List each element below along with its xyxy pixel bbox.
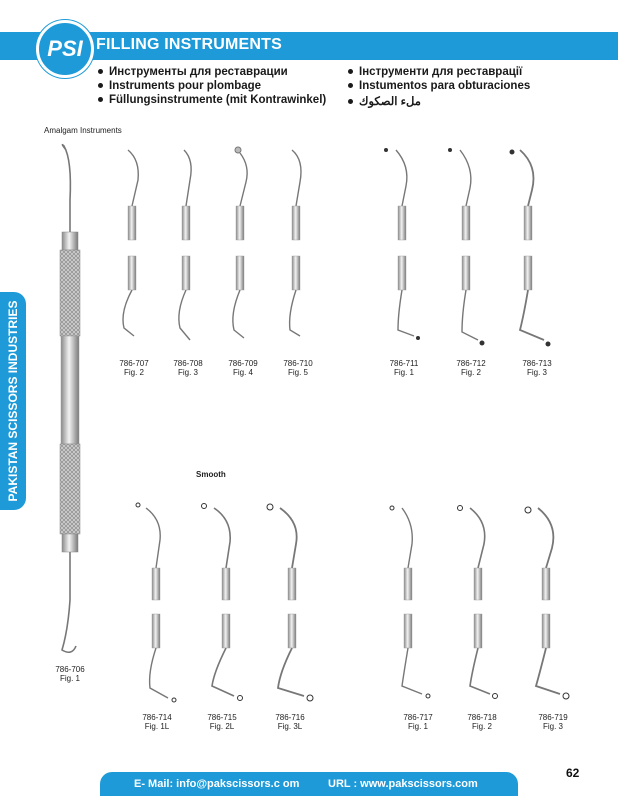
caption-786-712 [441,359,501,377]
caption-786-711 [374,359,434,377]
page-title: FILLING INSTRUMENTS [96,36,283,53]
caption-786-709 [213,359,273,377]
side-tab-label: PAKISTAN SCISSORS INDUSTRIES [6,300,20,502]
subtitle-text: Інструменти для реставрації [359,66,523,78]
item-fig: Fig. 4 [232,368,253,377]
item-fig: Fig. 3 [177,368,198,377]
item-code: 786-706 [55,665,85,674]
item-fig: Fig. 5 [287,368,308,377]
item-fig: Fig. 3 [526,368,547,377]
item-fig: Fig. 3L [277,722,303,731]
subtitle-text: Instumentos para obturaciones [359,80,531,92]
instrument-tips-lower [136,503,569,702]
section-label-smooth: Smooth [196,470,226,479]
caption-786-714 [127,713,187,731]
caption-786-708 [158,359,218,377]
caption-786-716 [260,713,320,731]
caption-786-710 [268,359,328,377]
item-code: 786-719 [538,713,568,722]
subtitle-text: ملء الصكوك [359,96,421,108]
item-fig: Fig. 3 [542,722,563,731]
item-code: 786-714 [142,713,172,722]
item-code: 786-717 [403,713,433,722]
item-code: 786-718 [467,713,497,722]
caption-786-718 [452,713,512,731]
caption-786-713 [507,359,567,377]
item-code: 786-707 [119,359,149,368]
caption-786-717 [388,713,448,731]
item-code: 786-710 [283,359,313,368]
subtitle-text: Инструменты для реставрации [109,66,288,78]
item-code: 786-715 [207,713,237,722]
item-code: 786-712 [456,359,486,368]
instrument-tips-upper [123,147,551,347]
caption-786-715 [192,713,252,731]
caption-786-707 [104,359,164,377]
instrument-786-706 [60,145,80,653]
item-fig: Fig. 1 [393,368,414,377]
item-code: 786-716 [275,713,305,722]
item-code: 786-713 [522,359,552,368]
item-code: 786-709 [228,359,258,368]
footer-url[interactable]: URL : www.pakscissors.com [328,778,478,790]
section-label-amalgam: Amalgam Instruments [44,126,122,135]
item-fig: Fig. 2 [471,722,492,731]
item-fig: Fig. 1L [144,722,170,731]
caption-786-719 [523,713,583,731]
item-fig: Fig. 1 [407,722,428,731]
item-fig: Fig. 2 [123,368,144,377]
item-code: 786-711 [389,359,419,368]
item-code: 786-708 [173,359,203,368]
footer-email[interactable]: E- Mail: info@pakscissors.c om [134,778,300,790]
page-number: 62 [566,766,580,780]
subtitle-text: Füllungsinstrumente (mit Kontrawinkel) [109,94,327,106]
caption-786-706 [40,665,100,683]
item-fig: Fig. 1 [59,674,80,683]
subtitle-text: Instruments pour plombage [109,80,262,92]
item-fig: Fig. 2 [460,368,481,377]
logo-text: PSI [47,36,83,61]
item-fig: Fig. 2L [209,722,235,731]
